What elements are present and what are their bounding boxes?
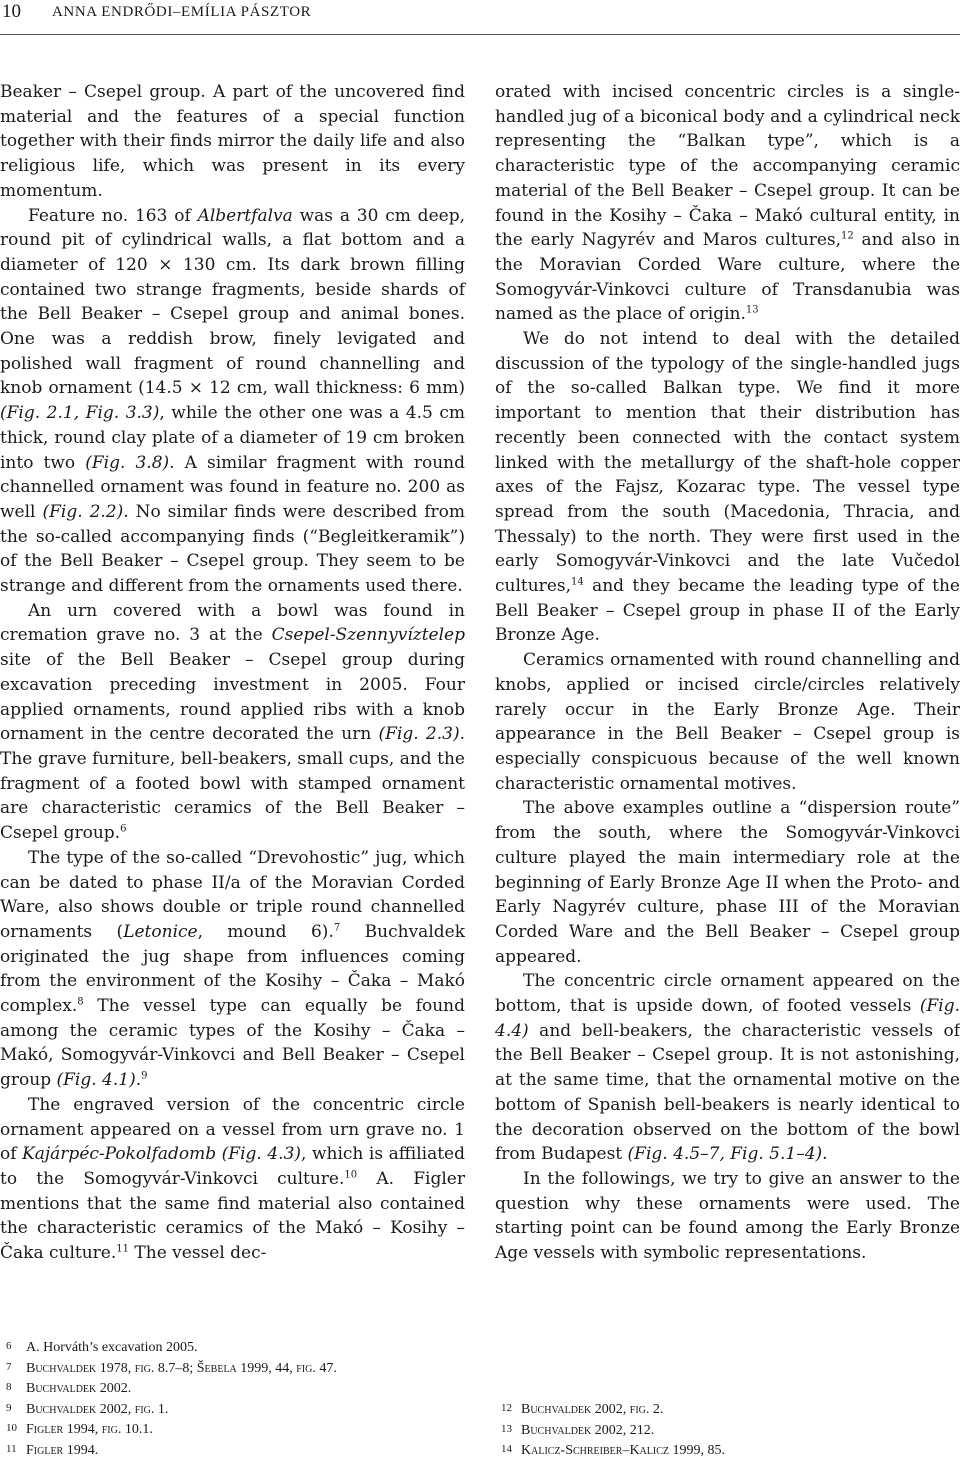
footnote: 11 Figler 1994. xyxy=(6,1442,99,1458)
footnotes-right xyxy=(495,1400,935,1462)
footnote: 10 Figler 1994, fig. 10.1. xyxy=(6,1422,153,1438)
footnote: 12 Buchvaldek 2002, fig. 2. xyxy=(501,1402,664,1417)
footnote: 7 Buchvaldek 1978, fig. 8.7–8; Šebela 1999, 44, fig. 47. xyxy=(6,1360,337,1376)
footnote: 14 Kalicz-Schreiber–Kalicz 1999, 85. xyxy=(501,1443,725,1459)
footnote-ref: 14 xyxy=(571,576,584,588)
footnote-ref: 12 xyxy=(841,230,854,242)
paragraph: Feature no. 163 of Albertfalva was a 30 cm deep, round pit of cylindrical walls, a flat bottom and a diameter of 120 × 130 cm. Its dark brown filling contained two strange fragments, beside shards of the Bell Beaker – Csepel group and animal bones. One was a reddish brow, finely levigated and polished wall fragment of round channelling and knob ornament (14.5 × 12 cm, wall thickness: 6 mm) (Fig. 2.1, Fig. 3.3), while the other one was a 4.5 cm thick, round clay plate of a diameter of 19 cm broken into two (Fig. 3.8). A similar fragment with round channelled ornament was found in feature no. 200 as well (Fig. 2.2). No similar finds were described from the so-called accompanying finds (“Begleitkeramik”) of the Bell Beaker – Csepel group. They seem to be strange and different from the ornaments used there. xyxy=(0,205,465,597)
paragraph: Beaker – Csepel group. A part of the uncovered find material and the features of a special function together with their finds mirror the daily life and also religious life, which was present in its every momentum. xyxy=(0,82,465,201)
paragraph: The above examples outline a “dispersion route” from the south, where the Somogyvár-Vinkovci culture played the main intermediary role at the beginning of Early Bronze Age II when the Proto- and Early Nagyrév culture, phase III of the Moravian Corded Ware and the Bell Beaker – Csepel group appeared. xyxy=(495,798,960,967)
footnote: 8 Buchvaldek 2002. xyxy=(6,1381,132,1397)
footnote-ref: 7 xyxy=(333,922,341,934)
footnote-ref: 8 xyxy=(77,996,84,1008)
paragraph: In the followings, we try to give an answer to the question why these ornaments were used. The starting point can be found among the Early Bronze Age vessels with symbolic representations. xyxy=(495,1168,960,1264)
footnote: 9 Buchvaldek 2002, fig. 1. xyxy=(6,1401,169,1417)
footnote-ref: 6 xyxy=(120,823,127,835)
footnote-ref: 13 xyxy=(745,304,759,316)
page-number: 10 xyxy=(2,1,21,22)
footnote: 13 Buchvaldek 2002, 212. xyxy=(501,1422,655,1438)
paragraph: Ceramics ornamented with round channelling and knobs, applied or incised circle/circles relatively rarely occur in the Early Bronze Age. Their appearance in the Bell Beaker – Csepel group is especially conspicuous because of the well known characteristic ornamental motives. xyxy=(495,650,960,794)
running-header xyxy=(0,0,960,35)
left-column xyxy=(0,80,465,1266)
paragraph: orated with incised concentric circles is a single-handled jug of a biconical body and a cylindrical neck representing the “Balkan type”, which is a characteristic type of the accompanying ceramic material of the Bell Beaker – Csepel group. It can be found in the Kosihy – Čaka – Makó cultural entity, in the early Nagyrév and Maros cultures,$^{12}$ and also in the Moravian Corded Ware culture, where the Somogyvár-Vinkovci culture of Transdanubia was named as the place of origin.$^{13}$ xyxy=(495,82,960,325)
footnote-ref: 11 xyxy=(116,1243,129,1255)
paragraph: The concentric circle ornament appeared on the bottom, that is upside down, of footed vessels (Fig. 4.4) and bell-beakers, the characteristic vessels of the Bell Beaker – Csepel group. It is not astonishing, at the same time, that the ornamental motive on the bottom of Spanish bell-beakers is nearly identical to the decoration observed on the bottom of the bowl from Budapest (Fig. 4.5–7, Fig. 5.1–4). xyxy=(495,971,960,1165)
paragraph: The engraved version of the concentric circle ornament appeared on a vessel from urn grave no. 1 of Kajárpéc-Pokolfadomb (Fig. 4.3), which is affiliated to the Somogyvár-Vinkovci culture.$^{10}$ A. Figler mentions that the same find material also contained the characteristic ceramics of the Makó – Kosihy – Čaka culture.$^{11}$ The vessel dec- xyxy=(0,1094,465,1264)
footnote: 6 A. Horváth’s excavation 2005. xyxy=(6,1340,198,1355)
footnote-ref: 10 xyxy=(344,1169,358,1181)
footnote-ref: 9 xyxy=(141,1070,148,1082)
footnotes-left xyxy=(0,1338,440,1462)
paragraph: We do not intend to deal with the detailed discussion of the typology of the single-handled jugs of the so-called Balkan type. We find it more important to mention that their distribution has recently been connected with the contact system linked with the metallurgy of the shaft-hole copper axes of the Fajsz, Kozarac type. The vessel type spread from the south (Macedonia, Thracia, and Thessaly) to the north. They were first used in the early Somogyvár-Vinkovci and the late Vučedol cultures,$^{14}$ and they became the leading type of the Bell Beaker – Csepel group in phase II of the Early Bronze Age. xyxy=(495,329,960,646)
running-head-authors: ANNA ENDRŐDI–EMÍLIA PÁSZTOR xyxy=(52,4,312,20)
right-column xyxy=(495,80,960,1266)
paragraph: An urn covered with a bowl was found in cremation grave no. 3 at the Csepel-Szennyvíztelep site of the Bell Beaker – Csepel group during excavation preceding investment in 2005. Four applied ornaments, round applied ribs with a knob ornament in the centre decorated the urn (Fig. 2.3). The grave furniture, bell-beakers, small cups, and the fragment of a footed bowl with stamped ornament are characteristic ceramics of the Bell Beaker – Csepel group.$^6$ xyxy=(0,600,465,844)
paragraph: The type of the so-called “Drevohostic” jug, which can be dated to phase II/a of the Moravian Corded Ware, also shows double or triple round channelled ornaments (Letonice, mound 6).$^7$ Buchvaldek originated the jug shape from influences coming from the environment of the Kosihy – Čaka – Makó complex.$^8$ The vessel type can equally be found among the ceramic types of the Kosihy – Čaka – Makó, Somogyvár-Vinkovci and Bell Beaker – Csepel group (Fig. 4.1).$^9$ xyxy=(0,847,465,1091)
